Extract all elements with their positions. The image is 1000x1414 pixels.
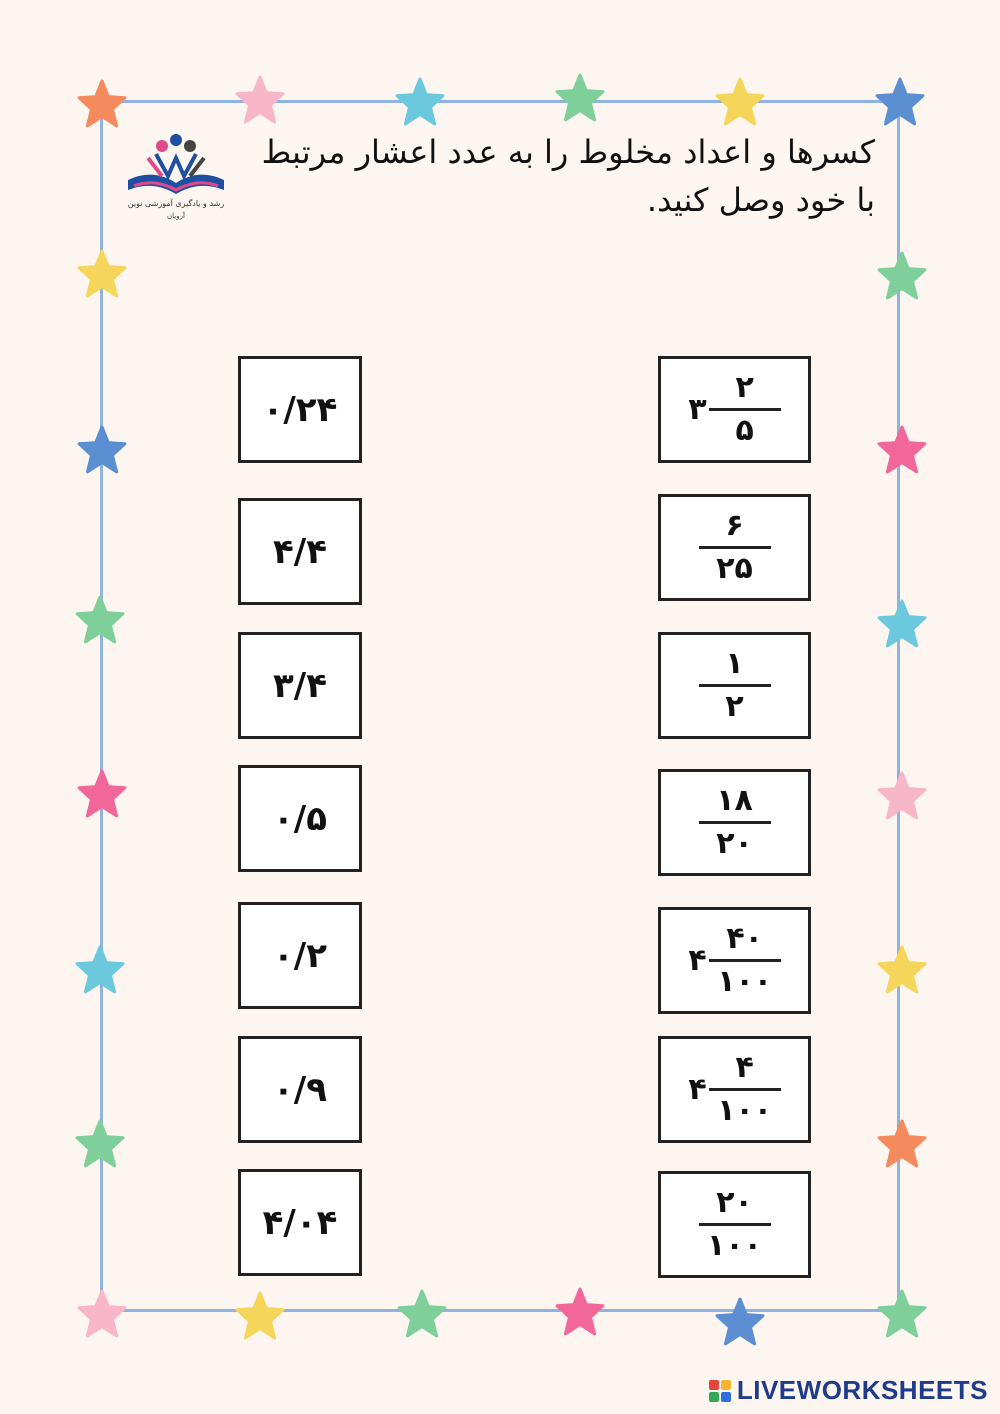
star-icon: [876, 424, 928, 476]
star-icon: [234, 1290, 286, 1342]
numerator: ۱۸: [716, 783, 753, 818]
star-icon: [74, 944, 126, 996]
numerator: ۴: [735, 1050, 754, 1085]
fraction-bar: [699, 684, 771, 687]
star-icon: [76, 248, 128, 300]
numerator: ۴۰: [726, 921, 763, 956]
star-icon: [714, 76, 766, 128]
instruction-title: کسرها و اعداد مخلوط را به عدد اعشار مرتبط با خود وصل کنید.: [261, 133, 875, 219]
decimal-box[interactable]: ۴/۰۴: [238, 1169, 362, 1276]
svg-text:رشد و یادگیری آموزشی نوین: رشد و یادگیری آموزشی نوین: [127, 199, 225, 208]
star-icon: [874, 76, 926, 128]
denominator: ۱۰۰: [717, 1093, 773, 1128]
star-icon: [876, 770, 928, 822]
fraction: [699, 646, 771, 725]
fraction-bar: [709, 1088, 781, 1091]
fraction: [709, 370, 781, 449]
fraction-box[interactable]: [658, 1171, 811, 1278]
denominator: ۲: [725, 689, 744, 724]
denominator: ۱۰۰: [717, 964, 773, 999]
decimal-box[interactable]: ۰/۲: [238, 902, 362, 1009]
whole-number: ۳: [688, 392, 707, 427]
fraction-bar: [699, 546, 771, 549]
star-icon: [394, 76, 446, 128]
star-icon: [76, 78, 128, 130]
liveworksheets-icon: [709, 1380, 731, 1402]
fraction-bar: [709, 408, 781, 411]
star-icon: [76, 424, 128, 476]
star-icon: [396, 1288, 448, 1340]
decimal-box[interactable]: ۰/۲۴: [238, 356, 362, 463]
star-icon: [876, 1118, 928, 1170]
fraction: [709, 1050, 781, 1129]
fraction-box[interactable]: [658, 494, 811, 601]
svg-text:آرویان: آرویان: [167, 212, 185, 220]
fraction-box[interactable]: [658, 356, 811, 463]
decimal-box[interactable]: ۳/۴: [238, 632, 362, 739]
fraction: [699, 783, 771, 862]
star-icon: [714, 1296, 766, 1348]
decimal-box[interactable]: ۰/۵: [238, 765, 362, 872]
star-icon: [234, 74, 286, 126]
star-icon: [74, 594, 126, 646]
fraction-box[interactable]: [658, 1036, 811, 1143]
star-icon: [876, 598, 928, 650]
fraction-box[interactable]: [658, 632, 811, 739]
decimal-box[interactable]: ۴/۴: [238, 498, 362, 605]
denominator: ۲۵: [716, 551, 753, 586]
denominator: ۲۰: [716, 826, 753, 861]
star-icon: [554, 72, 606, 124]
fraction: [699, 1185, 771, 1264]
fraction-box[interactable]: [658, 907, 811, 1014]
star-icon: [876, 944, 928, 996]
star-icon: [76, 1288, 128, 1340]
fraction-bar: [699, 1223, 771, 1226]
numerator: ۱: [725, 646, 744, 681]
numerator: ۲: [735, 370, 754, 405]
decimal-box[interactable]: ۰/۹: [238, 1036, 362, 1143]
whole-number: ۴: [688, 943, 707, 978]
logo: [118, 128, 234, 228]
footer-brand: [709, 1375, 988, 1406]
fraction: [699, 508, 771, 587]
star-icon: [876, 250, 928, 302]
star-icon: [74, 1118, 126, 1170]
footer-brand-text: LIVEWORKSHEETS: [736, 1375, 988, 1405]
numerator: ۶: [725, 508, 744, 543]
star-icon: [554, 1286, 606, 1338]
star-icon: [876, 1288, 928, 1340]
fraction-bar: [709, 959, 781, 962]
whole-number: ۴: [688, 1072, 707, 1107]
numerator: ۲۰: [716, 1185, 753, 1220]
fraction-bar: [699, 821, 771, 824]
star-icon: [76, 768, 128, 820]
fraction: [709, 921, 781, 1000]
denominator: ۵: [735, 413, 754, 448]
denominator: ۱۰۰: [707, 1228, 762, 1263]
fraction-box[interactable]: [658, 769, 811, 876]
